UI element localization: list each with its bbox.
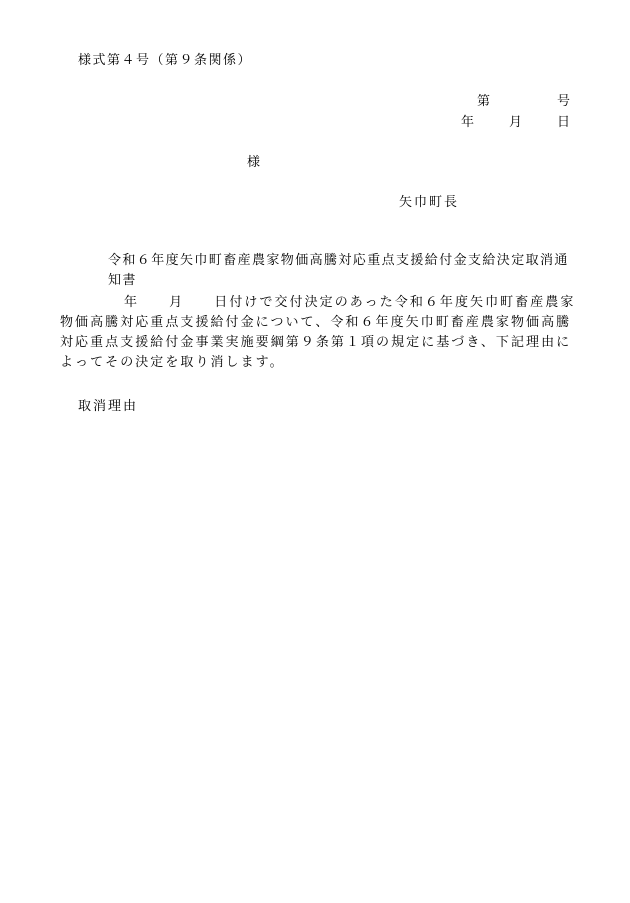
date-month: 月	[509, 115, 523, 130]
notice-body: 年 月 日付けで交付決定のあった令和６年度矢巾町畜産農家物価高騰対応重点支援給付金について、令和６年度矢巾町畜産農家物価高騰対応重点支援給付金事業実施要綱第９条第１項の規定に基づき、下記理由によってその決定を取り消します。	[60, 295, 576, 370]
document-number-suffix: 号	[556, 94, 570, 109]
sender-name: 矢巾町長	[399, 195, 460, 210]
document-number-prefix: 第	[477, 94, 491, 109]
date-day: 日	[557, 115, 571, 130]
recipient-honorific: 様	[247, 155, 261, 170]
reason-label: 取消理由	[78, 399, 139, 414]
date-year: 年	[461, 115, 475, 130]
form-label: 様式第４号（第９条関係）	[78, 53, 253, 68]
notice-title: 令和６年度矢巾町畜産農家物価高騰対応重点支援給付金支給決定取消通知書	[108, 253, 569, 288]
